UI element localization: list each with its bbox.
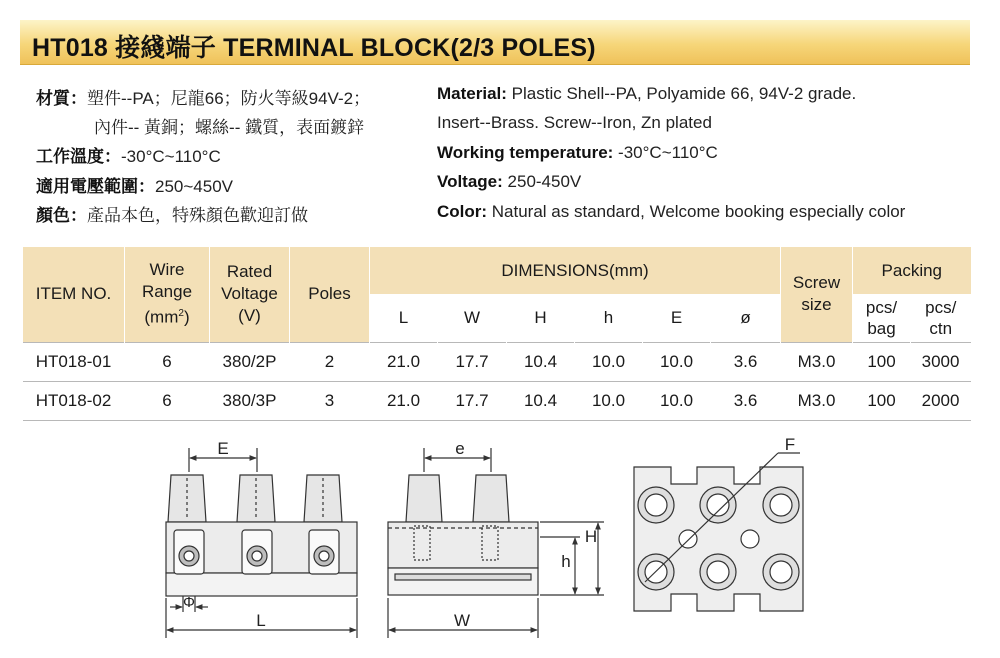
cell-phi: 3.6 bbox=[711, 381, 781, 420]
cell-L: 21.0 bbox=[370, 381, 438, 420]
label-F: F bbox=[784, 435, 796, 454]
page-title: HT018 接綫端子 TERMINAL BLOCK(2/3 POLES) bbox=[32, 34, 596, 62]
cell-E: 10.0 bbox=[643, 381, 711, 420]
label-phi: Φ bbox=[183, 594, 195, 611]
cell-item: HT018-02 bbox=[23, 381, 125, 420]
side-view-drawing bbox=[388, 448, 604, 638]
cell-poles: 2 bbox=[290, 342, 370, 381]
spec-table bbox=[22, 247, 971, 421]
spec-en-voltage: Voltage: 250-450V bbox=[437, 172, 582, 191]
header-packing: Packing bbox=[853, 247, 971, 294]
cell-bag: 100 bbox=[853, 381, 911, 420]
cell-voltage: 380/3P bbox=[210, 381, 290, 420]
cell-H: 10.4 bbox=[507, 381, 575, 420]
title-banner bbox=[20, 20, 970, 65]
spec-zh-color: 顏色：產品本色，特殊顏色歡迎訂做 bbox=[36, 206, 308, 225]
cell-W: 17.7 bbox=[438, 381, 507, 420]
header-dim-W: W bbox=[438, 294, 507, 342]
cell-wire: 6 bbox=[125, 342, 210, 381]
label-H: H bbox=[584, 527, 598, 546]
cell-ctn: 2000 bbox=[911, 381, 971, 420]
header-dim-E: E bbox=[643, 294, 711, 342]
cell-h: 10.0 bbox=[575, 381, 643, 420]
cell-voltage: 380/2P bbox=[210, 342, 290, 381]
technical-drawings bbox=[0, 430, 1000, 658]
cell-ctn: 3000 bbox=[911, 342, 971, 381]
spec-en-temperature: Working temperature: -30°C~110°C bbox=[437, 143, 718, 162]
header-screw-size: Screw size bbox=[781, 247, 853, 342]
label-W: W bbox=[453, 611, 471, 630]
header-pcs-bag: pcs/ bag bbox=[853, 294, 911, 342]
spec-en-material-2: Insert--Brass. Screw--Iron, Zn plated bbox=[437, 113, 712, 132]
cell-poles: 3 bbox=[290, 381, 370, 420]
spec-zh-material: 材質：塑件--PA；尼龍66；防火等級94V-2； bbox=[36, 89, 371, 108]
cell-screw: M3.0 bbox=[781, 342, 853, 381]
header-dim-H: H bbox=[507, 294, 575, 342]
cell-E: 10.0 bbox=[643, 342, 711, 381]
cell-bag: 100 bbox=[853, 342, 911, 381]
table-row bbox=[23, 381, 971, 420]
cell-L: 21.0 bbox=[370, 342, 438, 381]
table-row bbox=[23, 342, 971, 381]
spec-zh-temperature: 工作溫度：-30°C~110°C bbox=[36, 147, 221, 166]
label-h: h bbox=[561, 552, 571, 571]
cell-W: 17.7 bbox=[438, 342, 507, 381]
header-dim-h: h bbox=[575, 294, 643, 342]
spec-en-color: Color: Natural as standard, Welcome booking especially color bbox=[437, 202, 906, 221]
spec-zh-voltage: 適用電壓範圍：250~450V bbox=[36, 177, 233, 196]
label-e: e bbox=[455, 439, 465, 458]
cell-item: HT018-01 bbox=[23, 342, 125, 381]
header-dim-phi: ø bbox=[711, 294, 781, 342]
header-dimensions: DIMENSIONS(mm) bbox=[370, 247, 781, 294]
spec-zh-material-2: 內件-- 黃銅；螺絲-- 鐵質，表面鍍鋅 bbox=[94, 118, 365, 137]
cell-H: 10.4 bbox=[507, 342, 575, 381]
cell-screw: M3.0 bbox=[781, 381, 853, 420]
label-L: L bbox=[256, 611, 266, 630]
header-rated-voltage: Rated Voltage (V) bbox=[210, 247, 290, 342]
spec-en-material: Material: Plastic Shell--PA, Polyamide 66, 94V-2 grade. bbox=[437, 84, 857, 103]
header-wire-range: Wire Range $(mm^2)$ bbox=[125, 247, 210, 342]
header-item-no: ITEM NO. bbox=[23, 247, 125, 342]
top-view-drawing bbox=[634, 453, 803, 611]
header-pcs-ctn: pcs/ ctn bbox=[911, 294, 971, 342]
header-poles: Poles bbox=[290, 247, 370, 342]
cell-phi: 3.6 bbox=[711, 342, 781, 381]
cell-h: 10.0 bbox=[575, 342, 643, 381]
cell-wire: 6 bbox=[125, 381, 210, 420]
header-dim-L: L bbox=[370, 294, 438, 342]
label-E: E bbox=[217, 439, 229, 458]
